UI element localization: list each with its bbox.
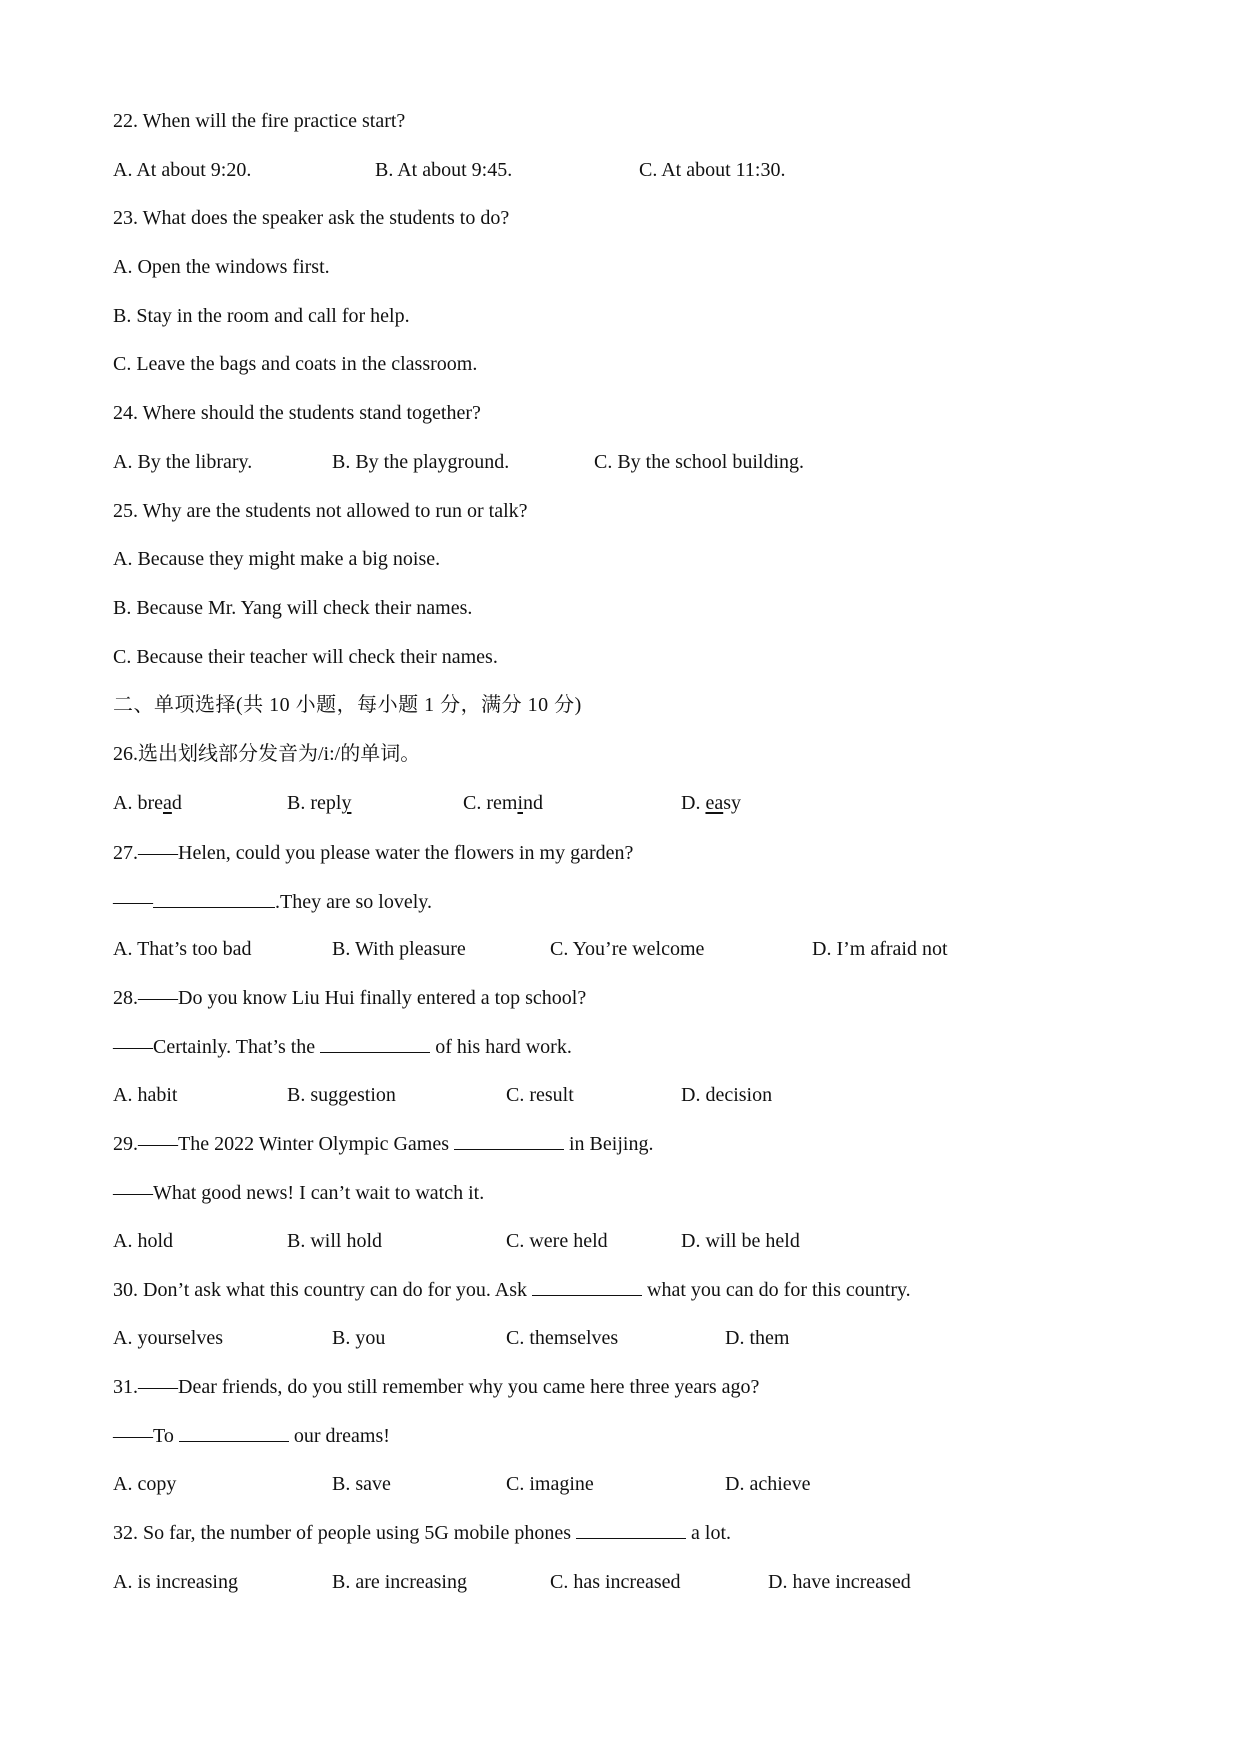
- question-28-stem: 28.——Do you know Liu Hui finally entered a top school?: [113, 987, 587, 1009]
- option-c: C. At about 11:30.: [639, 159, 786, 181]
- option-b: B. will hold: [287, 1230, 383, 1252]
- question-29-reply: ——What good news! I can’t wait to watch it.: [113, 1182, 485, 1204]
- option-b: B. are increasing: [332, 1571, 467, 1593]
- option-b: B. At about 9:45.: [375, 159, 513, 181]
- answer-blank: [454, 1131, 564, 1150]
- option-c: C. themselves: [506, 1327, 619, 1349]
- option-b: B. save: [332, 1473, 391, 1495]
- question-23-option-a: A. Open the windows first.: [113, 256, 330, 278]
- question-30-stem: 30. Don’t ask what this country can do for you. Ask what you can do for this country.: [113, 1279, 911, 1301]
- question-27-stem: 27.——Helen, could you please water the flowers in my garden?: [113, 842, 634, 864]
- option-a: A. is increasing: [113, 1571, 238, 1593]
- question-25-option-c: C. Because their teacher will check their names.: [113, 646, 498, 668]
- option-c: C. were held: [506, 1230, 608, 1252]
- question-23-stem: 23. What does the speaker ask the students to do?: [113, 207, 510, 229]
- option-a: A. hold: [113, 1230, 173, 1252]
- option-c: C. You’re welcome: [550, 938, 705, 960]
- option-b: B. reply: [287, 792, 352, 814]
- question-25-stem: 25. Why are the students not allowed to run or talk?: [113, 500, 528, 522]
- question-25-option-a: A. Because they might make a big noise.: [113, 548, 441, 570]
- option-c: C. imagine: [506, 1473, 594, 1495]
- option-c: C. result: [506, 1084, 574, 1106]
- option-d: D. decision: [681, 1084, 773, 1106]
- option-c: C. By the school building.: [594, 451, 804, 473]
- option-d: D. easy: [681, 792, 742, 814]
- option-a: A. yourselves: [113, 1327, 223, 1349]
- option-d: D. will be held: [681, 1230, 800, 1252]
- option-a: A. That’s too bad: [113, 938, 252, 960]
- question-24-stem: 24. Where should the students stand together?: [113, 402, 481, 424]
- option-a: A. By the library.: [113, 451, 253, 473]
- question-23-option-c: C. Leave the bags and coats in the classroom.: [113, 353, 478, 375]
- answer-blank: [532, 1277, 642, 1296]
- question-27-reply: —— .They are so lovely.: [113, 891, 432, 913]
- option-a: A. bread: [113, 792, 182, 814]
- answer-blank: [320, 1034, 430, 1053]
- option-d: D. I’m afraid not: [812, 938, 948, 960]
- option-a: A. At about 9:20.: [113, 159, 252, 181]
- option-b: B. you: [332, 1327, 386, 1349]
- option-d: D. have increased: [768, 1571, 911, 1593]
- question-31-stem: 31.——Dear friends, do you still remember why you came here three years ago?: [113, 1376, 760, 1398]
- option-b: B. By the playground.: [332, 451, 510, 473]
- option-d: D. them: [725, 1327, 790, 1349]
- option-a: A. copy: [113, 1473, 177, 1495]
- answer-blank: [179, 1423, 289, 1442]
- answer-blank: [153, 889, 275, 908]
- question-28-reply: ——Certainly. That’s the of his hard work.: [113, 1036, 572, 1058]
- question-32-stem: 32. So far, the number of people using 5G mobile phones a lot.: [113, 1522, 732, 1544]
- option-b: B. suggestion: [287, 1084, 396, 1106]
- option-c: C. remind: [463, 792, 543, 814]
- question-29-stem: 29.——The 2022 Winter Olympic Games in Beijing.: [113, 1133, 654, 1155]
- question-25-option-b: B. Because Mr. Yang will check their names.: [113, 597, 473, 619]
- question-31-reply: ——To our dreams!: [113, 1425, 390, 1447]
- option-d: D. achieve: [725, 1473, 811, 1495]
- answer-blank: [576, 1520, 686, 1539]
- section-2-heading: 二、单项选择(共 10 小题，每小题 1 分，满分 10 分): [113, 694, 582, 716]
- option-b: B. With pleasure: [332, 938, 466, 960]
- question-23-option-b: B. Stay in the room and call for help.: [113, 305, 410, 327]
- option-a: A. habit: [113, 1084, 178, 1106]
- question-26-stem: 26.选出划线部分发音为/i:/的单词。: [113, 743, 421, 765]
- question-22-stem: 22. When will the fire practice start?: [113, 110, 406, 132]
- option-c: C. has increased: [550, 1571, 681, 1593]
